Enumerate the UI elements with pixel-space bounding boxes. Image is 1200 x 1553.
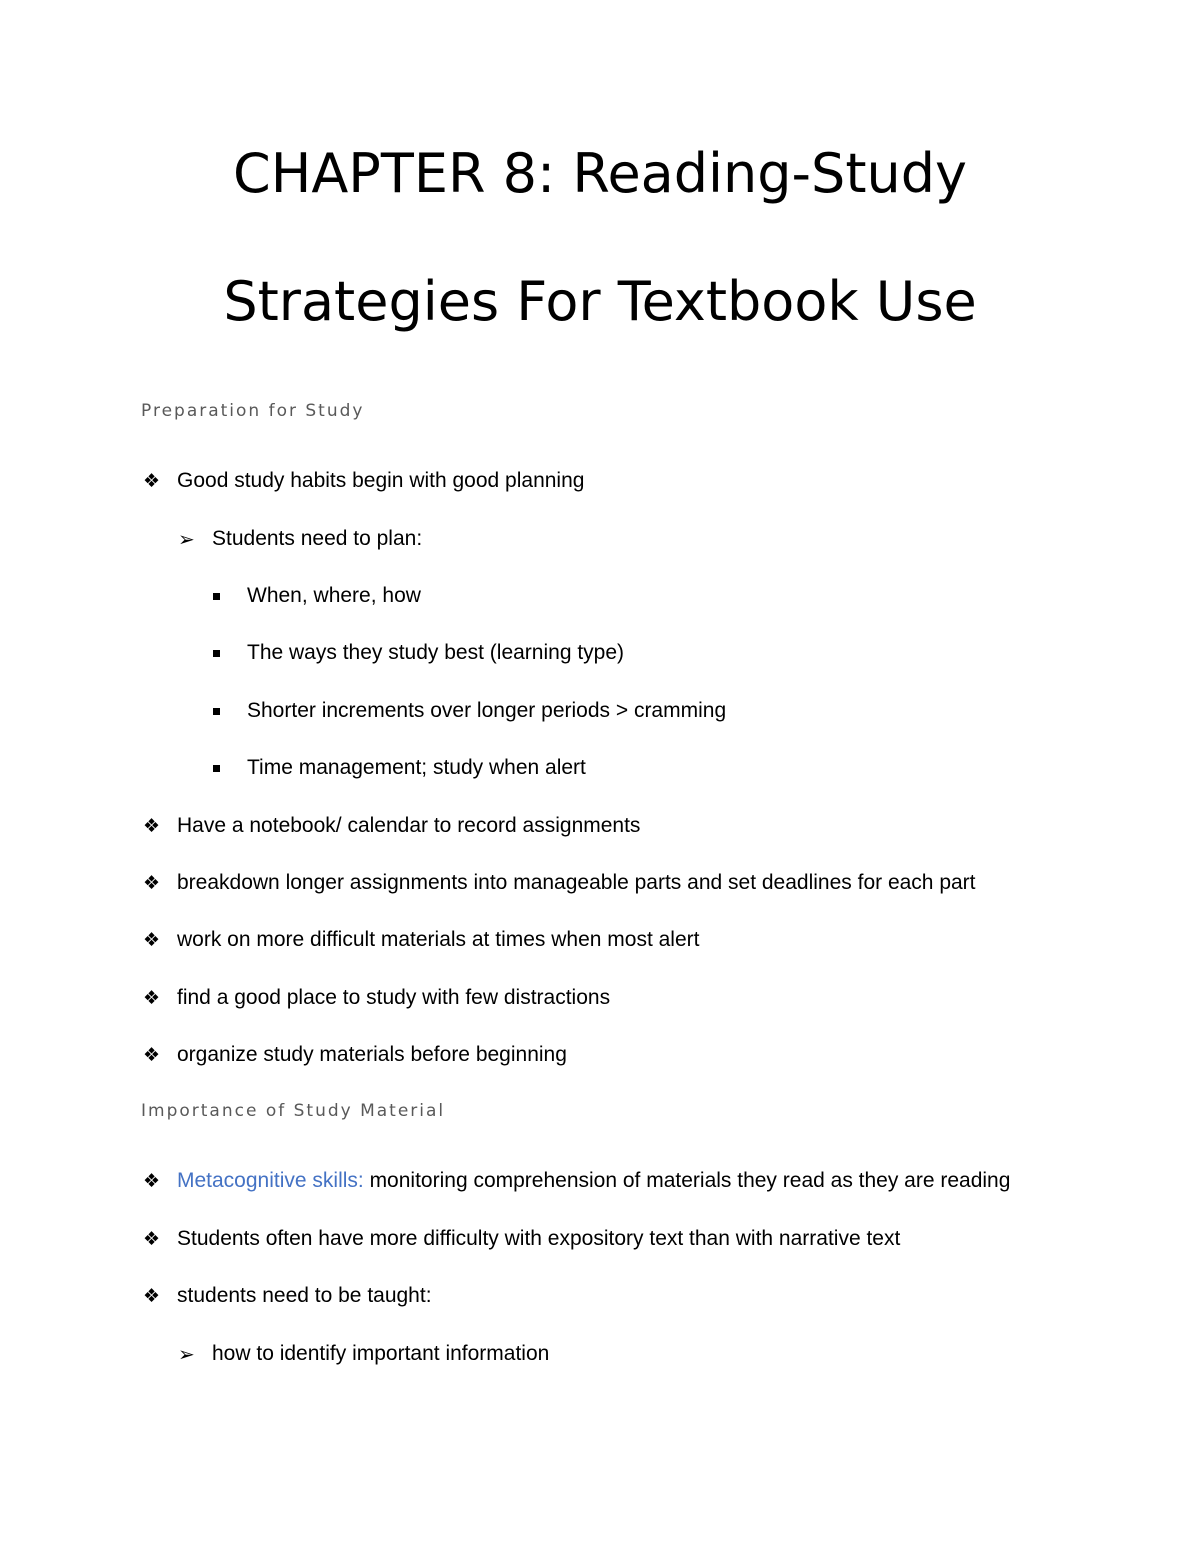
diamond-bullet-icon: ❖ — [143, 1285, 161, 1307]
diamond-bullet-icon: ❖ — [143, 929, 161, 951]
arrow-bullet-icon: ➢ — [178, 1342, 195, 1366]
square-bullet-icon — [213, 708, 220, 715]
list-item-text: how to identify important information — [212, 1342, 550, 1365]
list-item-text: Students need to plan: — [212, 527, 423, 550]
list-item-text: breakdown longer assignments into manageable parts and set deadlines for each part — [177, 871, 976, 894]
list-item-text: students need to be taught: — [177, 1284, 432, 1307]
diamond-bullet-icon: ❖ — [143, 1044, 161, 1066]
diamond-bullet-icon: ❖ — [143, 1228, 161, 1250]
list-item-text: Have a notebook/ calendar to record assignments — [177, 814, 641, 837]
list-item-text: organize study materials before beginning — [177, 1043, 567, 1066]
arrow-bullet-icon: ➢ — [178, 527, 195, 551]
list-item-text: work on more difficult materials at times when most alert — [177, 928, 700, 951]
document-title-line-1: CHAPTER 8: Reading-Study — [233, 142, 967, 205]
list-item-text: Good study habits begin with good planning — [177, 469, 585, 492]
list-item-text — [177, 1167, 1010, 1195]
list-item-text: The ways they study best (learning type) — [247, 641, 625, 664]
square-bullet-icon — [213, 650, 220, 657]
list-item-text: Time management; study when alert — [247, 756, 586, 779]
section-heading-importance: Importance of Study Material — [141, 1101, 446, 1121]
term-definition: monitoring comprehension of materials they read as they are reading — [363, 1169, 1011, 1192]
highlighted-term: Metacognitive skills: — [177, 1169, 364, 1192]
square-bullet-icon — [213, 593, 220, 600]
diamond-bullet-icon: ❖ — [143, 1170, 161, 1192]
list-item-text: Shorter increments over longer periods > cramming — [247, 699, 727, 722]
list-item-text: When, where, how — [247, 584, 421, 607]
document-title-line-2: Strategies For Textbook Use — [223, 270, 977, 333]
diamond-bullet-icon: ❖ — [143, 815, 161, 837]
diamond-bullet-icon: ❖ — [143, 872, 161, 894]
diamond-bullet-icon: ❖ — [143, 470, 161, 492]
section-heading-preparation: Preparation for Study — [141, 401, 365, 421]
diamond-bullet-icon: ❖ — [143, 987, 161, 1009]
list-item-text: Students often have more difficulty with expository text than with narrative text — [177, 1227, 901, 1250]
square-bullet-icon — [213, 765, 220, 772]
list-item-text: find a good place to study with few distractions — [177, 986, 611, 1009]
